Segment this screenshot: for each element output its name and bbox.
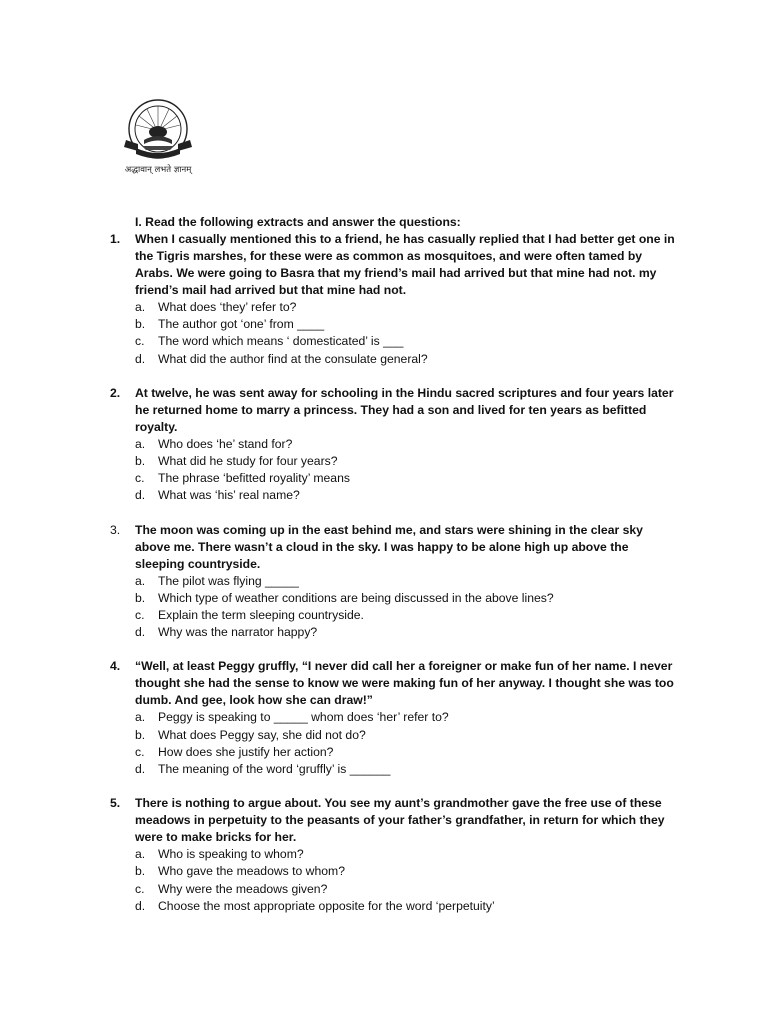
sub-question: c. How does she justify her action? — [135, 744, 334, 759]
question-extract: “Well, at least Peggy gruffly, “I never did call her a foreigner or make fun of her name. I never thought she had the sense to know we were making fun of her anyway. I thought she was too dumb. And gee, look how she can draw!” — [135, 659, 674, 708]
sub-question: b. The author got ‘one’ from ____ — [135, 317, 325, 332]
question-extract: At twelve, he was sent away for schooling in the Hindu sacred scriptures and four years later he returned home to marry a princess. They had a son and lived for ten years as befitted royalty. — [135, 385, 674, 434]
question-number: 3. — [110, 522, 121, 537]
sub-question-list — [135, 436, 676, 505]
sub-question: c. The word which means ‘ domesticated’ is ___ — [135, 334, 404, 349]
emblem-icon — [118, 96, 198, 164]
question-3 — [110, 522, 676, 642]
sub-question: a. Peggy is speaking to _____ whom does ‘her’ refer to? — [135, 710, 449, 725]
sub-question: d. Choose the most appropriate opposite for the word ‘perpetuity’ — [135, 898, 495, 913]
sub-question: d. What did the author find at the consulate general? — [135, 351, 428, 366]
question-extract: When I casually mentioned this to a friend, he has casually replied that I had better get one in the Tigris marshes, for these were as common as mosquitoes, and were often tamed by Arabs. We were going to Basra that my friend’s mail had arrived but that mine had not. my friend’s mail had arrived but that mine had not. — [135, 232, 675, 297]
section-heading: I. Read the following extracts and answer the questions: — [135, 215, 461, 229]
question-extract: The moon was coming up in the east behind me, and stars were shining in the clear sky above me. There wasn’t a cloud in the sky. I was happy to be alone high up above the sleeping countryside. — [135, 522, 643, 571]
sub-question-list — [135, 709, 676, 778]
question-number: 2. — [110, 385, 121, 400]
sub-question: a. Who does ‘he’ stand for? — [135, 436, 293, 451]
sub-question: d. Why was the narrator happy? — [135, 625, 318, 640]
sub-question: a. The pilot was flying _____ — [135, 573, 299, 588]
emblem-motto: अद्धावान् लभते ज्ञानम् — [124, 165, 192, 175]
sub-question: d. What was ‘his’ real name? — [135, 488, 300, 503]
sub-question: b. What does Peggy say, she did not do? — [135, 727, 366, 742]
sub-question: b. Which type of weather conditions are being discussed in the above lines? — [135, 590, 554, 605]
sub-question: c. Why were the meadows given? — [135, 881, 328, 896]
question-number: 1. — [110, 232, 121, 246]
sub-question: d. The meaning of the word ‘gruffly’ is ______ — [135, 762, 391, 777]
question-1 — [110, 231, 676, 368]
question-number: 4. — [110, 659, 121, 674]
sub-question: b. What did he study for four years? — [135, 454, 338, 469]
question-extract: There is nothing to argue about. You see my aunt’s grandmother gave the free use of these meadows in perpetuity to the peasants of your father’s grandfather, in return for which they were to make bricks for her. — [135, 796, 665, 845]
sub-question-list — [135, 846, 676, 915]
sub-question: c. The phrase ‘befitted royality’ means — [135, 471, 350, 486]
question-4 — [110, 658, 676, 778]
sub-question: c. Explain the term sleeping countryside. — [135, 608, 364, 623]
sub-question: a. Who is speaking to whom? — [135, 847, 304, 862]
sub-question: b. Who gave the meadows to whom? — [135, 864, 345, 879]
question-2 — [110, 385, 676, 505]
sub-question-list — [135, 573, 676, 642]
sub-question-list — [135, 299, 676, 368]
sub-question: a. What does ‘they’ refer to? — [135, 300, 297, 314]
question-number: 5. — [110, 796, 121, 811]
question-5 — [110, 795, 676, 915]
question-sheet — [110, 214, 676, 915]
